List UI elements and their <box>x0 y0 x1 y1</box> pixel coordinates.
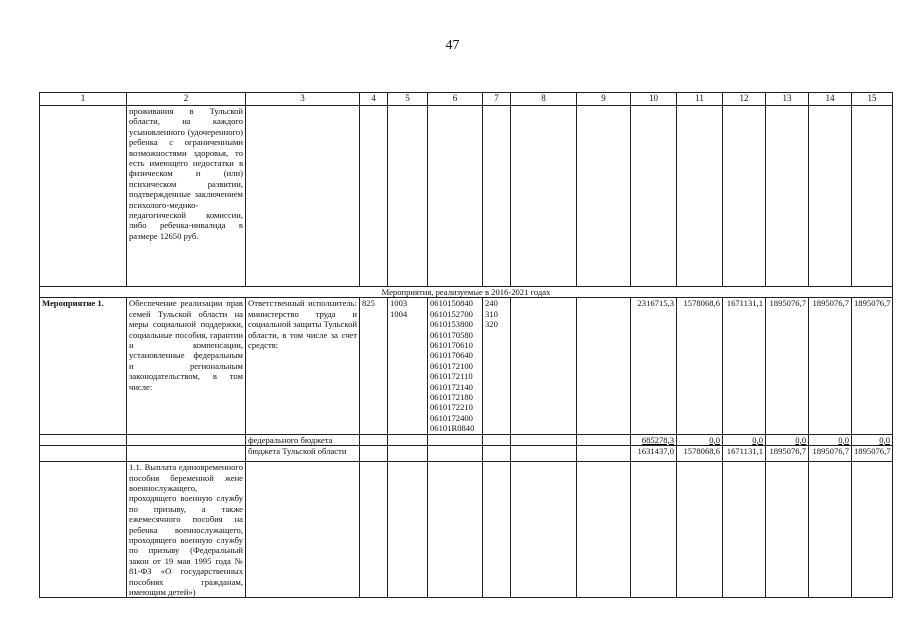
column-header: 8 <box>511 93 577 106</box>
regional-value-2020: 1895076,7 <box>809 446 852 462</box>
csr-code: 0610150840 <box>430 298 473 309</box>
csr-code: 0610172210 <box>430 402 473 413</box>
measure-1-row <box>40 298 893 434</box>
csr-code: 0610152700 <box>430 308 473 319</box>
value-2019: 1895076,7 <box>766 298 809 434</box>
column-header: 3 <box>246 93 360 106</box>
column-9-cell <box>577 298 631 434</box>
column-header: 11 <box>677 93 723 106</box>
federal-value-2018: 0,0 <box>723 434 766 445</box>
column-header: 15 <box>852 93 893 106</box>
csr-code: 06101R0840 <box>430 423 475 434</box>
program-table <box>39 92 893 598</box>
federal-value-2017: 0,0 <box>677 434 723 445</box>
column-8-cell <box>511 298 577 434</box>
column-header: 9 <box>577 93 631 106</box>
rzpr-codes <box>388 298 428 434</box>
section-title: Мероприятия, реализуемые в 2016-2021 годах <box>40 287 893 298</box>
csr-code: 0610172110 <box>430 371 473 382</box>
vr-code: 310 <box>485 308 498 319</box>
column-header: 12 <box>723 93 766 106</box>
federal-value-2021: 0,0 <box>852 434 893 445</box>
csr-code: 0610172140 <box>430 381 473 392</box>
regional-value-2018: 1671131,1 <box>723 446 766 462</box>
value-2017: 1578068,6 <box>677 298 723 434</box>
rzpr-code: 1003 <box>390 298 408 309</box>
regional-value-2019: 1895076,7 <box>766 446 809 462</box>
continuation-description: проживания в Тульской области, на каждого усыновленного (удочеренного) ребенка с ограниченными возможностями здоровья, то есть имеющего недостатки в физическом и (или) психическом развитии, подтвержденные заключением психолого-медико-педагогической комиссии, либо ребенка-инвалида в размере 12650 руб. <box>127 106 246 287</box>
value-2018: 1671131,1 <box>723 298 766 434</box>
item-1-1-row <box>40 462 893 598</box>
column-header: 4 <box>360 93 388 106</box>
federal-budget-row <box>40 434 893 445</box>
federal-value-2020: 0,0 <box>809 434 852 445</box>
measure-description: Обеспечение реализации прав семей Тульской области на меры социальной поддержки, социальные пособия, гарантии и компенсации, установленные федеральным и региональным законодательством, в том числе: <box>127 298 246 434</box>
csr-code: 0610172100 <box>430 360 473 371</box>
column-header: 6 <box>428 93 483 106</box>
vr-codes <box>483 298 511 434</box>
csr-code: 0610170640 <box>430 350 473 361</box>
column-header: 2 <box>127 93 246 106</box>
regional-budget-row <box>40 446 893 462</box>
measure-executor: Ответственный исполнитель: министерство труда и социальной защиты Тульской области, в том числе за счет средств: <box>246 298 360 434</box>
csr-code: 0610172180 <box>430 392 473 403</box>
rzpr-code: 1004 <box>390 308 408 319</box>
csr-code: 0610170580 <box>430 329 473 340</box>
regional-value-2017: 1578068,6 <box>677 446 723 462</box>
csr-code: 0610172400 <box>430 412 473 423</box>
value-2016: 2316715,3 <box>631 298 677 434</box>
regional-budget-label: бюджета Тульской области <box>246 446 360 462</box>
column-header: 1 <box>40 93 127 106</box>
regional-value-2021: 1895076,7 <box>852 446 893 462</box>
csr-code: 0610153800 <box>430 319 473 330</box>
column-header: 7 <box>483 93 511 106</box>
grbs-code: 825 <box>360 298 388 434</box>
column-header: 5 <box>388 93 428 106</box>
header-row <box>40 93 893 106</box>
column-header: 14 <box>809 93 852 106</box>
federal-value-2019: 0,0 <box>766 434 809 445</box>
value-2020: 1895076,7 <box>809 298 852 434</box>
measure-title: Мероприятие 1. <box>40 298 127 434</box>
value-2021: 1895076,7 <box>852 298 893 434</box>
regional-value-2016: 1631437,0 <box>631 446 677 462</box>
column-header: 13 <box>766 93 809 106</box>
item-1-1-description: 1.1. Выплата единовременного пособия беременной жене военнослужащего, проходящего военную службу по призыву, а также ежемесячного пособия на ребенка военнослужащего, проходящего военную службу по призыву (Федеральный закон от 19 мая 1995 года № 81-ФЗ «О государственных пособиях гражданам, имеющим детей») <box>127 462 246 598</box>
federal-budget-label: федерального бюджета <box>246 434 360 445</box>
csr-codes <box>428 298 483 434</box>
column-header: 10 <box>631 93 677 106</box>
continuation-row <box>40 106 893 287</box>
vr-code: 320 <box>485 319 498 330</box>
vr-code: 240 <box>485 298 498 309</box>
csr-code: 0610170610 <box>430 340 473 351</box>
section-row <box>40 287 893 298</box>
federal-value-2016: 685278,3 <box>631 434 677 445</box>
page-number: 47 <box>445 38 460 53</box>
